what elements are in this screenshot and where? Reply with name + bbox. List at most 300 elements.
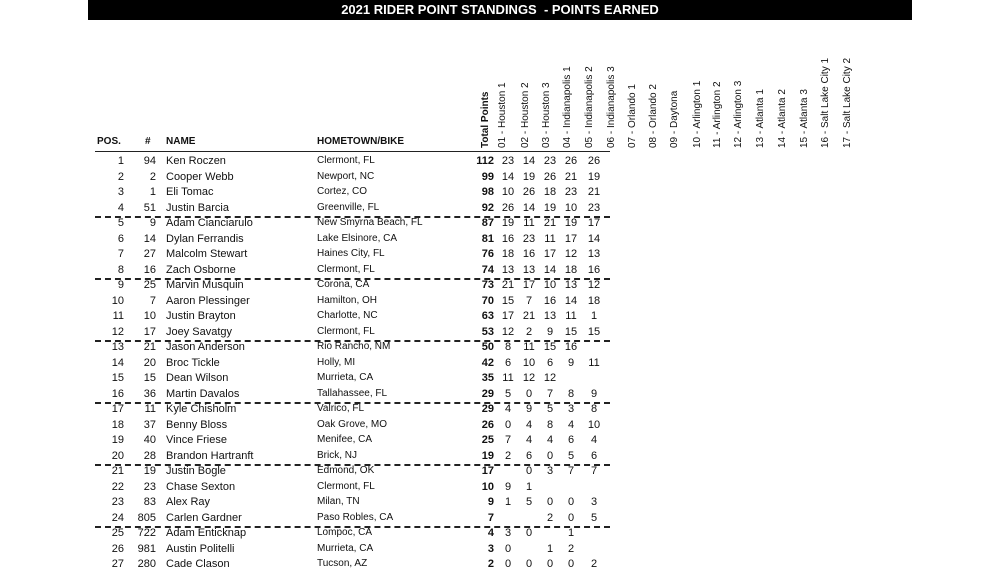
header-round-label: 06 - Indianapolis 3 (606, 66, 617, 148)
round-points: 6 (567, 434, 575, 446)
table-row (0, 403, 1000, 419)
round-points: 15 (587, 325, 601, 338)
table-row (0, 558, 1000, 574)
rider-position: 25 (111, 527, 124, 539)
table-row (0, 217, 1000, 233)
rider-position: 22 (111, 480, 124, 493)
round-points: 14 (522, 155, 536, 167)
rider-number: 7 (149, 294, 156, 307)
rider-name: Aaron Plessinger (166, 294, 250, 307)
round-points: 4 (504, 403, 512, 415)
rider-number: 10 (143, 310, 156, 322)
round-points: 16 (564, 341, 578, 353)
header-rule (95, 151, 610, 152)
rider-number: 14 (143, 232, 156, 245)
rider-total-points: 17 (481, 465, 494, 477)
round-points: 0 (546, 496, 554, 508)
table-row (0, 186, 1000, 202)
round-points: 13 (543, 310, 557, 322)
rider-hometown: Clermont, FL (317, 155, 375, 166)
rider-name: Cade Clason (166, 558, 230, 570)
rider-total-points: 29 (481, 387, 494, 400)
rider-name: Justin Bogle (166, 465, 226, 477)
rider-total-points: 25 (481, 434, 494, 446)
header-number: # (145, 136, 151, 147)
round-points: 4 (525, 434, 533, 446)
round-points: 3 (567, 403, 575, 415)
rider-total-points: 29 (481, 403, 494, 415)
table-row (0, 496, 1000, 512)
rider-hometown: Murrieta, CA (317, 372, 374, 383)
round-points: 21 (587, 186, 601, 198)
round-points: 0 (504, 418, 512, 431)
rider-hometown: Charlotte, NC (317, 310, 378, 321)
round-points: 13 (564, 279, 578, 291)
rider-hometown: Murrieta, CA (317, 542, 374, 554)
rider-total-points: 87 (481, 217, 494, 229)
round-points: 1 (504, 496, 512, 508)
round-points: 19 (501, 217, 515, 229)
round-points: 10 (522, 356, 536, 369)
rider-hometown: Greenville, FL (317, 201, 380, 213)
round-points: 13 (501, 263, 515, 276)
round-points: 4 (525, 418, 533, 431)
table-row (0, 171, 1000, 187)
round-points: 7 (567, 465, 575, 477)
rider-name: Brandon Hartranft (166, 449, 254, 462)
rider-position: 27 (111, 558, 124, 570)
round-points: 14 (501, 170, 515, 183)
rider-hometown: Corona, CA (317, 279, 370, 290)
rider-name: Ken Roczen (166, 155, 226, 167)
round-points: 14 (522, 201, 536, 214)
round-points: 23 (522, 232, 536, 245)
round-points: 9 (546, 325, 554, 338)
round-points: 0 (504, 558, 512, 570)
header-round-label: 03 - Houston 3 (541, 82, 552, 148)
header-round-label: 11 - Arlington 2 (712, 81, 723, 148)
round-points: 2 (504, 449, 512, 462)
round-points: 1 (546, 542, 554, 555)
round-points: 7 (525, 294, 533, 307)
rider-total-points: 70 (481, 294, 494, 307)
round-points: 0 (525, 558, 533, 570)
round-points: 4 (590, 434, 598, 446)
header-round-label: 04 - Indianapolis 1 (562, 66, 573, 148)
rider-number: 25 (143, 279, 156, 291)
header-round-label: 13 - Atlanta 1 (755, 89, 766, 148)
rider-position: 7 (117, 248, 124, 260)
round-points: 12 (522, 372, 536, 384)
rider-hometown: Oak Grove, MO (317, 418, 388, 430)
round-points: 16 (522, 248, 536, 260)
rider-name: Joey Savatgy (166, 325, 233, 338)
round-points: 17 (501, 310, 515, 322)
rider-name: Chase Sexton (166, 480, 236, 493)
round-points: 2 (546, 511, 554, 524)
round-points: 5 (546, 403, 554, 415)
header-name: NAME (166, 136, 196, 147)
round-points: 18 (587, 294, 601, 307)
round-points: 12 (501, 325, 515, 338)
rider-number: 27 (143, 248, 156, 260)
round-points: 21 (522, 310, 536, 322)
rider-total-points: 63 (481, 310, 494, 322)
rider-position: 10 (111, 294, 124, 307)
round-points: 19 (587, 170, 601, 183)
round-points: 6 (590, 449, 598, 462)
rider-hometown: Lompoc, CA (317, 527, 373, 538)
table-row (0, 465, 1000, 481)
rider-name: Carlen Gardner (166, 511, 242, 524)
table-row (0, 155, 1000, 171)
rider-position: 21 (111, 465, 124, 477)
round-points: 0 (504, 542, 512, 555)
round-points: 19 (543, 201, 557, 214)
rider-total-points: 73 (481, 279, 494, 291)
round-points: 7 (546, 387, 554, 400)
header-round-label: 02 - Houston 2 (520, 82, 531, 148)
header-hometown: HOMETOWN/BIKE (317, 136, 405, 147)
rider-total-points: 2 (487, 558, 494, 570)
round-points: 26 (564, 155, 578, 167)
rider-position: 26 (111, 542, 124, 555)
rider-number: 19 (143, 465, 156, 477)
rider-total-points: 81 (481, 232, 494, 245)
header-round-label: 07 - Orlando 1 (627, 84, 638, 148)
header-total-points-label: Total Points (480, 91, 491, 148)
rider-position: 8 (117, 263, 124, 276)
round-points: 2 (525, 325, 533, 338)
round-points: 14 (587, 232, 601, 245)
round-points: 15 (501, 294, 515, 307)
rider-name: Zach Osborne (166, 263, 236, 276)
rider-hometown: Tallahassee, FL (317, 387, 388, 399)
rider-position: 4 (117, 201, 124, 214)
rider-name: Cooper Webb (166, 170, 234, 183)
rider-name: Austin Politelli (166, 542, 235, 555)
rider-number: 280 (137, 558, 156, 570)
rider-position: 23 (111, 496, 124, 508)
round-points: 21 (501, 279, 515, 291)
header-round-label: 01 - Houston 1 (497, 82, 508, 148)
rider-number: 16 (143, 263, 156, 276)
table-row (0, 481, 1000, 497)
round-points: 15 (543, 341, 557, 353)
rider-name: Dylan Ferrandis (166, 232, 244, 245)
rider-total-points: 7 (487, 511, 494, 524)
round-points: 15 (564, 325, 578, 338)
rider-hometown: Holly, MI (317, 356, 356, 368)
rider-name: Eli Tomac (166, 186, 214, 198)
rider-number: 28 (143, 449, 156, 462)
round-points: 0 (546, 449, 554, 462)
rider-hometown: New Smyrna Beach, FL (317, 217, 423, 228)
table-row (0, 341, 1000, 357)
round-points: 3 (590, 496, 598, 508)
round-points: 19 (522, 170, 536, 183)
rider-hometown: Clermont, FL (317, 480, 375, 492)
rider-number: 15 (143, 372, 156, 384)
rider-number: 83 (143, 496, 156, 508)
table-row (0, 372, 1000, 388)
header-round-label: 17 - Salt Lake City 2 (842, 57, 853, 148)
round-points: 16 (543, 294, 557, 307)
round-points: 17 (522, 279, 536, 291)
round-points: 5 (567, 449, 575, 462)
table-row (0, 434, 1000, 450)
round-points: 13 (587, 248, 601, 260)
round-points: 5 (504, 387, 512, 400)
rider-total-points: 112 (476, 155, 494, 167)
round-points: 23 (564, 186, 578, 198)
rider-position: 19 (111, 434, 124, 446)
rider-number: 1 (149, 186, 156, 198)
round-points: 0 (525, 465, 533, 477)
rider-name: Justin Brayton (166, 310, 236, 322)
round-points: 21 (564, 170, 578, 183)
rider-hometown: Edmond, OK (317, 465, 375, 476)
table-row (0, 419, 1000, 435)
round-points: 17 (564, 232, 578, 245)
rider-number: 981 (137, 542, 156, 555)
round-points: 1 (525, 480, 533, 493)
rider-total-points: 35 (481, 372, 494, 384)
round-points: 11 (544, 232, 556, 245)
round-points: 2 (567, 542, 575, 555)
rider-hometown: Rio Rancho, NM (317, 341, 391, 352)
rider-total-points: 74 (481, 263, 494, 276)
rider-name: Marvin Musquin (166, 279, 244, 291)
rider-hometown: Milan, TN (317, 496, 360, 507)
rider-number: 94 (143, 155, 156, 167)
round-points: 5 (590, 511, 598, 524)
round-points: 10 (543, 279, 557, 291)
header-round-label: 10 - Arlington 1 (692, 80, 703, 148)
rider-position: 5 (117, 217, 124, 229)
round-points: 1 (590, 310, 598, 322)
rider-name: Adam Cianciarulo (166, 217, 253, 229)
round-points: 18 (501, 248, 515, 260)
round-points: 10 (587, 418, 601, 431)
round-points: 11 (523, 341, 535, 353)
round-points: 26 (587, 155, 601, 167)
rider-name: Kyle Chisholm (166, 403, 237, 415)
rider-position: 12 (111, 325, 124, 338)
rider-hometown: Brick, NJ (317, 449, 357, 461)
rider-total-points: 76 (481, 248, 494, 260)
rider-position: 15 (111, 372, 124, 384)
rider-name: Martin Davalos (166, 387, 240, 400)
table-row (0, 326, 1000, 342)
round-points: 3 (546, 465, 554, 477)
round-points: 7 (590, 465, 598, 477)
rider-name: Adam Enticknap (166, 527, 247, 539)
round-points: 9 (590, 387, 598, 400)
header-round-label: 14 - Atlanta 2 (777, 89, 788, 148)
rider-number: 21 (143, 341, 156, 353)
round-points: 23 (587, 201, 601, 214)
rider-hometown: Hamilton, OH (317, 294, 378, 306)
round-points: 18 (564, 263, 578, 276)
rider-name: Dean Wilson (166, 372, 229, 384)
rider-position: 11 (112, 310, 124, 322)
rider-total-points: 42 (481, 356, 494, 369)
header-pos: POS. (97, 136, 121, 147)
round-points: 5 (525, 496, 533, 508)
table-row (0, 527, 1000, 543)
round-points: 8 (590, 403, 598, 415)
round-points: 0 (525, 527, 533, 539)
round-points: 4 (546, 434, 554, 446)
rider-number: 36 (143, 387, 156, 400)
rider-name: Alex Ray (166, 496, 211, 508)
header-round-label: 16 - Salt Lake City 1 (820, 57, 831, 148)
round-points: 26 (543, 170, 557, 183)
round-points: 14 (543, 263, 557, 276)
round-points: 7 (504, 434, 512, 446)
round-points: 17 (587, 217, 601, 229)
rider-total-points: 19 (481, 449, 494, 462)
rider-hometown: Newport, NC (317, 170, 375, 182)
rider-total-points: 3 (487, 542, 494, 555)
rider-position: 1 (117, 155, 124, 167)
round-points: 26 (501, 201, 515, 214)
rider-position: 17 (111, 403, 124, 415)
rider-total-points: 98 (481, 186, 494, 198)
page-title: 2021 RIDER POINT STANDINGS - POINTS EARNED (88, 0, 912, 20)
round-points: 12 (564, 248, 578, 260)
rider-name: Benny Bloss (166, 418, 228, 431)
rider-name: Malcolm Stewart (166, 248, 248, 260)
round-points: 0 (567, 496, 575, 508)
round-points: 8 (504, 341, 512, 353)
round-points: 8 (567, 387, 575, 400)
rider-number: 2 (149, 170, 156, 183)
rider-position: 20 (111, 449, 124, 462)
table-row (0, 202, 1000, 218)
table-row (0, 388, 1000, 404)
round-points: 9 (525, 403, 533, 415)
table-row (0, 512, 1000, 528)
round-points: 8 (546, 418, 554, 431)
round-points: 16 (501, 232, 515, 245)
round-points: 23 (543, 155, 557, 167)
rider-hometown: Clermont, FL (317, 325, 375, 337)
rider-total-points: 10 (481, 480, 494, 493)
rider-position: 9 (117, 279, 124, 291)
round-points: 4 (567, 418, 575, 431)
rider-name: Broc Tickle (166, 356, 220, 369)
table-row (0, 450, 1000, 466)
round-points: 12 (587, 279, 601, 291)
rider-hometown: Tucson, AZ (317, 558, 368, 569)
header-round-label: 15 - Atlanta 3 (799, 89, 810, 148)
round-points: 0 (567, 558, 575, 570)
rider-position: 13 (111, 341, 124, 353)
round-points: 18 (543, 186, 557, 198)
round-points: 0 (546, 558, 554, 570)
rider-number: 805 (137, 511, 156, 524)
rider-number: 20 (143, 356, 156, 369)
round-points: 0 (525, 387, 533, 400)
rider-hometown: Lake Elsinore, CA (317, 232, 398, 244)
round-points: 17 (543, 248, 557, 260)
round-points: 2 (590, 558, 598, 570)
rider-name: Justin Barcia (166, 201, 229, 214)
rider-number: 37 (143, 418, 156, 431)
round-points: 11 (502, 372, 514, 384)
round-points: 16 (587, 263, 601, 276)
round-points: 6 (504, 356, 512, 369)
header-round-label: 09 - Daytona (669, 90, 680, 148)
round-points: 6 (525, 449, 533, 462)
rider-number: 23 (143, 480, 156, 493)
rider-position: 3 (117, 186, 124, 198)
rider-total-points: 53 (481, 325, 494, 338)
rider-hometown: Clermont, FL (317, 263, 375, 275)
round-points: 11 (523, 217, 535, 229)
rider-hometown: Menifee, CA (317, 434, 373, 445)
header-round-label: 12 - Arlington 3 (733, 80, 744, 148)
round-points: 10 (564, 201, 578, 214)
round-points: 19 (564, 217, 578, 229)
round-points: 14 (564, 294, 578, 307)
rider-number: 51 (143, 201, 156, 214)
rider-number: 17 (143, 325, 156, 338)
table-row (0, 248, 1000, 264)
round-points: 21 (543, 217, 557, 229)
rider-total-points: 9 (487, 496, 494, 508)
round-points: 23 (501, 155, 515, 167)
rider-hometown: Valrico, FL (317, 403, 365, 414)
round-points: 10 (501, 186, 515, 198)
rider-name: Vince Friese (166, 434, 227, 446)
rider-position: 6 (117, 232, 124, 245)
rider-hometown: Cortez, CO (317, 186, 368, 197)
round-points: 11 (565, 310, 577, 322)
table-row (0, 357, 1000, 373)
rider-total-points: 92 (481, 201, 494, 214)
round-points: 13 (522, 263, 536, 276)
header-round-label: 08 - Orlando 2 (648, 84, 659, 148)
rider-position: 16 (111, 387, 124, 400)
round-points: 9 (504, 480, 512, 493)
round-points: 26 (522, 186, 536, 198)
round-points: 11 (588, 356, 600, 369)
rider-number: 40 (143, 434, 156, 446)
table-row (0, 543, 1000, 559)
rider-number: 722 (137, 527, 156, 539)
round-points: 12 (543, 372, 557, 384)
rider-total-points: 26 (481, 418, 494, 431)
header-round-label: 05 - Indianapolis 2 (584, 66, 595, 148)
rider-number: 11 (144, 403, 156, 415)
round-points: 0 (567, 511, 575, 524)
table-row (0, 264, 1000, 280)
table-row (0, 279, 1000, 295)
rider-hometown: Haines City, FL (317, 248, 385, 259)
rider-total-points: 4 (487, 527, 494, 539)
rider-position: 24 (111, 511, 124, 524)
rider-number: 9 (149, 217, 156, 229)
round-points: 3 (504, 527, 512, 539)
round-points: 9 (567, 356, 575, 369)
table-row (0, 310, 1000, 326)
rider-hometown: Paso Robles, CA (317, 511, 394, 523)
rider-position: 2 (117, 170, 124, 183)
rider-total-points: 50 (481, 341, 494, 353)
